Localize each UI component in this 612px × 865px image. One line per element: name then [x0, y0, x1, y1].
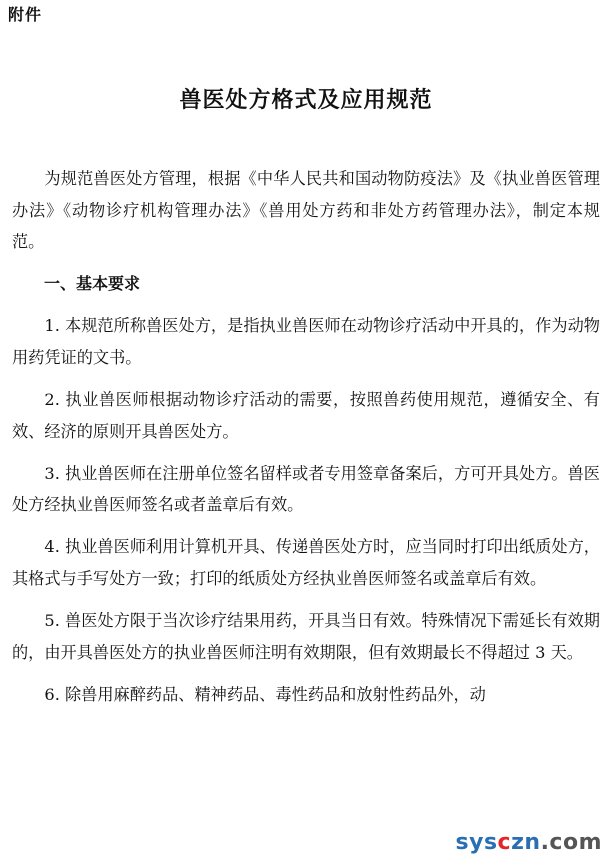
requirement-item-5: 5. 兽医处方限于当次诊疗结果用药，开具当日有效。特殊情况下需延长有效期的，由开具兽医处方的执业兽医师注明有效期限，但有效期最长不得超过 3 天。 [12, 611, 600, 662]
document-body [12, 163, 600, 721]
watermark-part-2: c [497, 830, 512, 855]
watermark-part-4: .com [540, 830, 602, 855]
attachment-label: 附件 [8, 5, 43, 24]
watermark-part-1: sys [455, 830, 498, 855]
site-watermark [454, 831, 604, 855]
section-heading-basic-requirements: 一、基本要求 [44, 274, 141, 294]
document-title: 兽医处方格式及应用规范 [179, 88, 433, 113]
requirement-item-4: 4. 执业兽医师利用计算机开具、传递兽医处方时，应当同时打印出纸质处方，其格式与手写处方一致；打印的纸质处方经执业兽医师签名或盖章后有效。 [12, 537, 600, 589]
intro-paragraph: 为规范兽医处方管理，根据《中华人民共和国动物防疫法》及《执业兽医管理办法》《动物诊疗机构管理办法》《兽用处方药和非处方药管理办法》，制定本规范。 [12, 169, 600, 252]
requirement-item-3: 3. 执业兽医师在注册单位签名留样或者专用签章备案后，方可开具处方。兽医处方经执业兽医师签名或者盖章后有效。 [12, 463, 600, 515]
requirement-item-1: 1. 本规范所称兽医处方，是指执业兽医师在动物诊疗活动中开具的，作为动物用药凭证的文书。 [12, 316, 600, 367]
requirement-item-2: 2. 执业兽医师根据动物诊疗活动的需要，按照兽药使用规范，遵循安全、有效、经济的原则开具兽医处方。 [12, 390, 600, 441]
requirement-item-6: 6. 除兽用麻醉药品、精神药品、毒性药品和放射性药品外，动 [44, 684, 486, 704]
watermark-part-3: zn [511, 830, 541, 855]
